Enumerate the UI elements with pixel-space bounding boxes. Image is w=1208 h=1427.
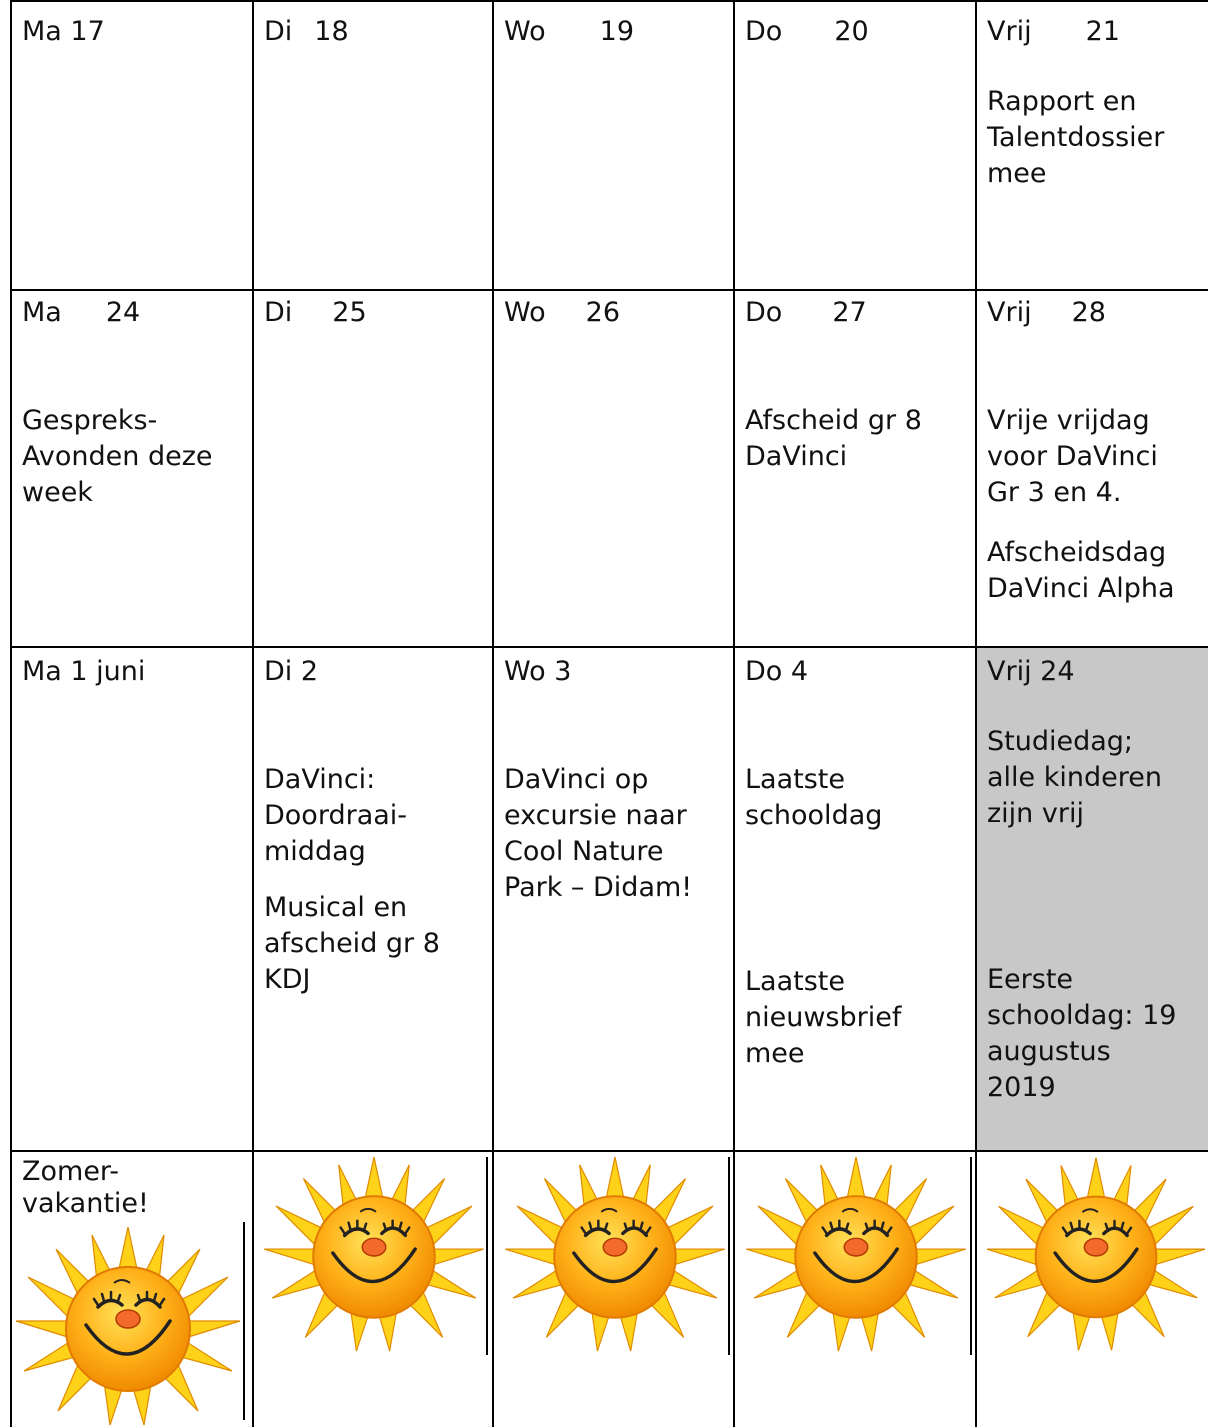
event-note: Laatste schooldag bbox=[745, 764, 883, 831]
day-cell-wo-19 bbox=[494, 2, 733, 289]
event-note: Afscheidsdag DaVinci Alpha bbox=[987, 537, 1175, 604]
day-cell-ma-17 bbox=[12, 2, 252, 289]
day-cell-di-18 bbox=[254, 2, 492, 289]
day-label: Ma 17 bbox=[22, 16, 105, 47]
day-label: Vrij bbox=[987, 16, 1032, 47]
event-note: DaVinci: Doordraai- middag bbox=[264, 764, 408, 867]
day-number: 27 bbox=[832, 297, 867, 328]
sun-icon bbox=[985, 1155, 1207, 1353]
day-number: 21 bbox=[1085, 16, 1120, 47]
day-label: Vrij bbox=[987, 297, 1032, 328]
day-cell-di-2 bbox=[254, 648, 492, 1150]
day-label: Di 2 bbox=[264, 656, 319, 687]
day-cell-vrij-28 bbox=[977, 291, 1208, 646]
day-number: 24 bbox=[105, 297, 141, 328]
event-note: Laatste nieuwsbrief mee bbox=[745, 966, 902, 1069]
day-label: Ma 1 juni bbox=[22, 656, 146, 687]
day-cell-do-20 bbox=[735, 2, 975, 289]
event-note: Musical en afscheid gr 8 KDJ bbox=[264, 892, 440, 995]
day-label: Wo bbox=[504, 297, 546, 328]
day-label: Do bbox=[745, 16, 783, 47]
day-number: 25 bbox=[332, 297, 367, 328]
day-cell-wo-3 bbox=[494, 648, 733, 1150]
event-note: DaVinci op excursie naar Cool Nature Park – Didam! bbox=[504, 764, 693, 903]
event-note: Rapport en Talentdossier mee bbox=[987, 86, 1165, 189]
day-label: Ma bbox=[22, 297, 62, 328]
summer-label: Zomer- vakantie! bbox=[22, 1156, 149, 1219]
event-note: Gespreks- Avonden deze week bbox=[22, 405, 213, 508]
sun-icon bbox=[14, 1225, 242, 1427]
day-label: Di bbox=[264, 297, 293, 328]
day-number: 26 bbox=[585, 297, 620, 328]
day-label: Do bbox=[745, 297, 783, 328]
day-cell-ma-1-juni bbox=[12, 648, 252, 1150]
sun-icon bbox=[744, 1155, 968, 1353]
day-cell-ma-24 bbox=[12, 291, 252, 646]
day-number: 18 bbox=[314, 16, 349, 47]
day-cell-vrij-21 bbox=[977, 2, 1208, 289]
event-note: Vrije vrijdag voor DaVinci Gr 3 en 4. bbox=[987, 405, 1158, 508]
day-cell-vrij-24 bbox=[977, 648, 1208, 1150]
event-note: Afscheid gr 8 DaVinci bbox=[745, 405, 922, 472]
day-label: Do 4 bbox=[745, 656, 809, 687]
sun-icon bbox=[262, 1155, 486, 1353]
sun-icon bbox=[503, 1155, 727, 1353]
day-cell-do-27 bbox=[735, 291, 975, 646]
day-cell-do-4 bbox=[735, 648, 975, 1150]
day-number: 20 bbox=[834, 16, 869, 47]
day-label: Wo 3 bbox=[504, 656, 572, 687]
day-cell-di-25 bbox=[254, 291, 492, 646]
day-label: Wo bbox=[504, 16, 546, 47]
day-number: 28 bbox=[1071, 297, 1106, 328]
day-label: Di bbox=[264, 16, 293, 47]
day-cell-wo-26 bbox=[494, 291, 733, 646]
event-note: Eerste schooldag: 19 augustus 2019 bbox=[987, 964, 1177, 1103]
event-note: Studiedag; alle kinderen zijn vrij bbox=[987, 726, 1162, 829]
day-number: 19 bbox=[599, 16, 634, 47]
day-label: Vrij 24 bbox=[987, 656, 1075, 687]
